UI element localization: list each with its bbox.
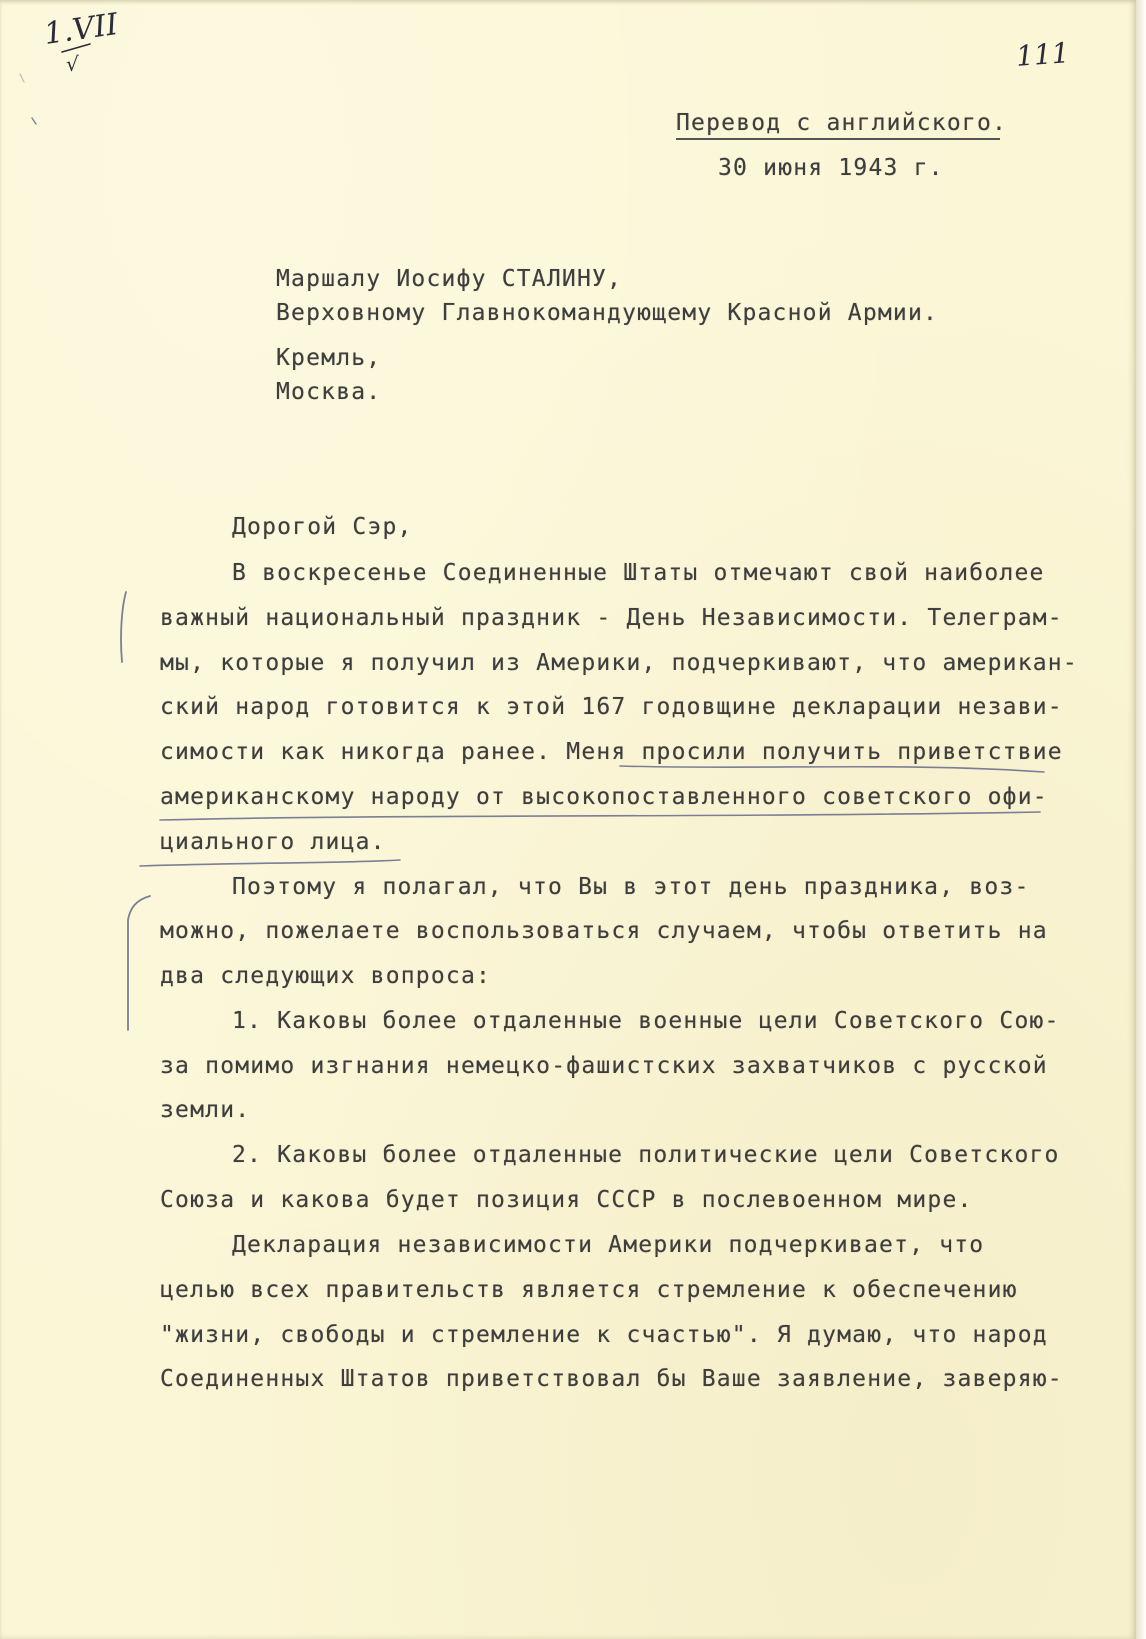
address-city: Москва. bbox=[276, 379, 382, 405]
body-line: за помимо изгнания немецко-фашистских захватчиков с русской bbox=[160, 1053, 1048, 1079]
body-line: два следующих вопроса: bbox=[160, 963, 492, 989]
translation-note-underline bbox=[676, 138, 1000, 140]
archive-note: 1.VII bbox=[41, 7, 121, 52]
body-line: Союза и какова будет позиция СССР в послевоенном мире. bbox=[160, 1187, 973, 1213]
body-line: важный национальный праздник - День Независимости. Телеграм- bbox=[160, 605, 1063, 631]
body-line: циального лица. bbox=[160, 829, 386, 855]
translation-note: Перевод с английского. bbox=[676, 110, 1008, 136]
page-number: 111 bbox=[1014, 36, 1071, 73]
body-line: Декларация независимости Америки подчеркивает, что bbox=[232, 1232, 985, 1258]
body-line: "жизни, свободы и стремление к счастью". Я думаю, что народ bbox=[160, 1322, 1048, 1348]
body-line: Соединенных Штатов приветствовал бы Ваше заявление, заверяю- bbox=[160, 1366, 1063, 1392]
addressee-title: Верховному Главнокомандующему Красной Армии. bbox=[276, 300, 939, 326]
body-line: ский народ готовится к этой 167 годовщине декларации незави- bbox=[160, 694, 1063, 720]
body-line: мы, которые я получил из Америки, подчеркивают, что американ- bbox=[160, 650, 1078, 676]
body-line: 1. Каковы более отдаленные военные цели Советского Сою- bbox=[232, 1008, 1060, 1034]
body-line: симости как никогда ранее. Меня просили получить приветствие bbox=[160, 739, 1063, 765]
addressee-name: Маршалу Иосифу СТАЛИНУ, bbox=[276, 266, 623, 292]
salutation: Дорогой Сэр, bbox=[232, 514, 413, 540]
body-line: можно, пожелаете воспользоваться случаем, чтобы ответить на bbox=[160, 918, 1048, 944]
body-line: 2. Каковы более отдаленные политические цели Советского bbox=[232, 1142, 1060, 1168]
scan-edge bbox=[1136, 0, 1146, 1639]
body-line: Поэтому я полагал, что Вы в этот день праздника, воз- bbox=[232, 874, 1030, 900]
body-line: земли. bbox=[160, 1097, 251, 1123]
letter-date: 30 июня 1943 г. bbox=[718, 155, 944, 181]
archive-checkmark: √ bbox=[66, 52, 79, 76]
address-kremlin: Кремль, bbox=[276, 345, 382, 371]
body-line: В воскресенье Соединенные Штаты отмечают свой наиболее bbox=[232, 560, 1045, 586]
body-line: американскому народу от высокопоставленного советского офи- bbox=[160, 784, 1048, 810]
body-line: целью всех правительств является стремление к обеспечению bbox=[160, 1277, 1018, 1303]
